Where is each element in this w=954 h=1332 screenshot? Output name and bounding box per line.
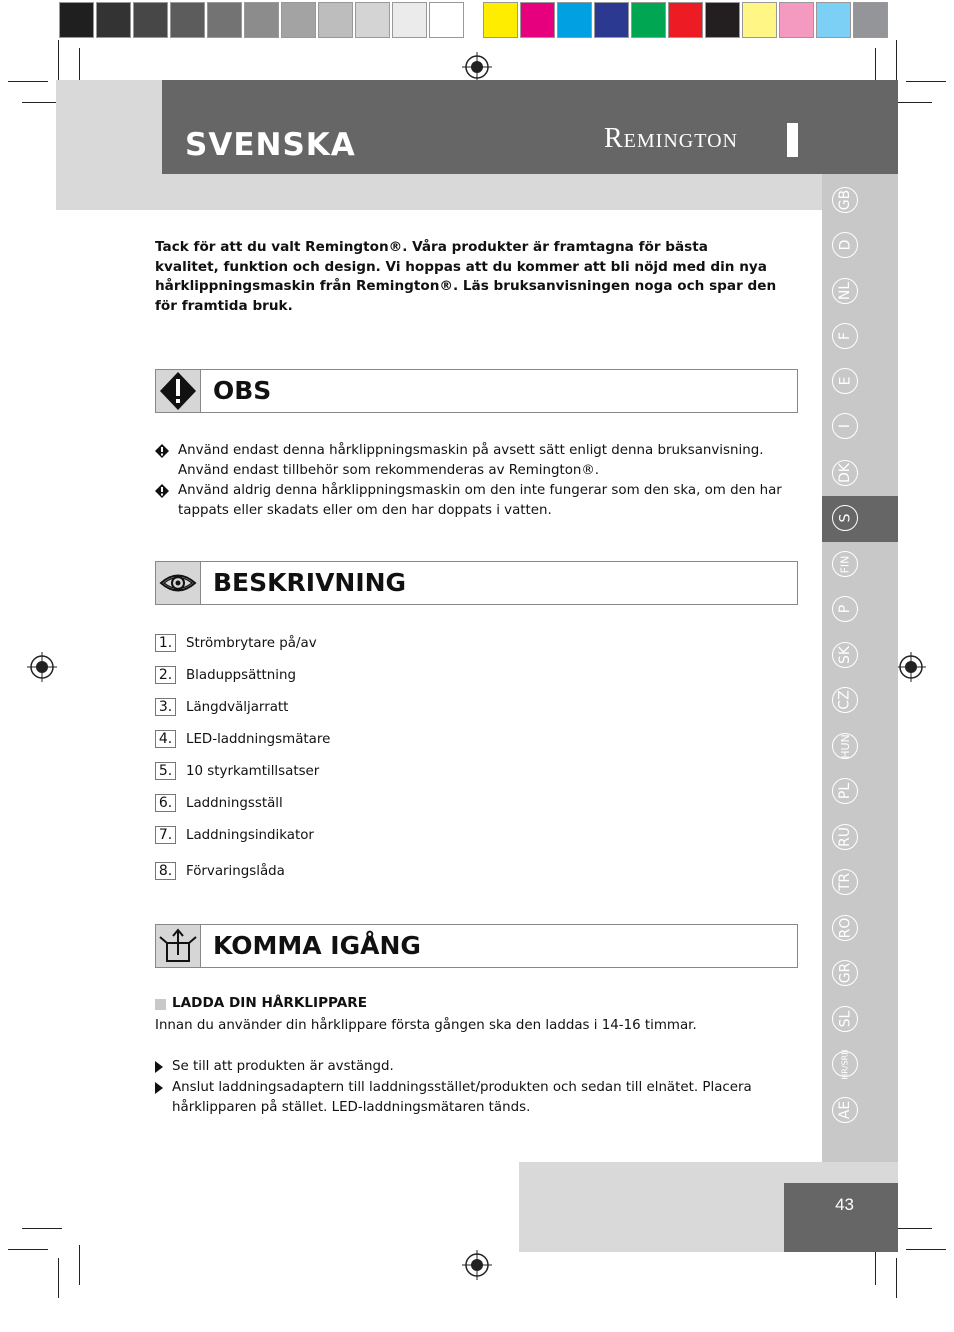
open-box-icon: [156, 925, 201, 967]
language-code: P: [836, 604, 853, 614]
obs-bullet: [155, 441, 795, 481]
language-tab-fin[interactable]: [832, 551, 858, 577]
item-label: Längdväljarratt: [186, 700, 289, 715]
obs-bullets: [155, 441, 795, 521]
language-tab-d[interactable]: [832, 232, 858, 258]
arrow-bullet-icon: [155, 1061, 163, 1073]
registration-mark-right-icon: [896, 652, 926, 682]
language-code: FIN: [838, 555, 852, 573]
language-tab-gb[interactable]: [832, 187, 858, 213]
obs-bullet-line: tappats eller skadats eller om den har doppats i vatten.: [178, 503, 552, 518]
item-label: 10 styrkamtillsatser: [186, 764, 320, 779]
brand-logo-bar: [787, 123, 798, 157]
language-code: RU: [836, 827, 853, 847]
language-tab-p[interactable]: [832, 596, 858, 622]
language-code: RO: [837, 917, 853, 939]
language-tab-hr-srb[interactable]: [832, 1048, 858, 1080]
item-label: Förvaringslåda: [186, 864, 285, 879]
section-getting-started-title: KOMMA IGÅNG: [213, 931, 421, 960]
registration-mark-bottom-icon: [462, 1250, 492, 1280]
language-tab-pl[interactable]: [832, 778, 858, 804]
charge-instructions: Innan du använder din hårklippare första gången ska den laddas i 14-16 timmar.: [155, 1018, 697, 1033]
item-number: 3.: [155, 698, 176, 716]
item-number: 8.: [155, 862, 176, 880]
language-code: DK: [837, 463, 853, 483]
language-tab-tr[interactable]: [832, 869, 858, 895]
section-description: [155, 561, 798, 605]
language-code: AE: [837, 1100, 853, 1120]
item-number: 7.: [155, 826, 176, 844]
language-tab-sk[interactable]: [832, 642, 858, 668]
subheading-charge: LADDA DIN HÅRKLIPPARE: [172, 995, 368, 1011]
language-code: D: [837, 239, 853, 251]
obs-bullet-line: Använd endast denna hårklippningsmaskin på avsett sätt enligt denna bruksanvisning.: [178, 443, 764, 458]
language-tab-sl[interactable]: [832, 1006, 858, 1032]
language-code: F: [837, 331, 853, 341]
obs-bullet-line: Använd endast tillbehör som rekommenderas av Remington®.: [178, 463, 600, 478]
language-tab-s[interactable]: [832, 505, 858, 531]
language-code: NL: [837, 281, 853, 301]
section-getting-started: [155, 924, 798, 968]
section-description-title: BESKRIVNING: [213, 568, 407, 597]
language-code: I: [836, 423, 853, 429]
subheading-marker: [155, 999, 166, 1010]
charge-step: [155, 1078, 795, 1118]
item-number: 2.: [155, 666, 176, 684]
page-number: 43: [835, 1195, 854, 1214]
intro-line: kvalitet, funktion och design. Vi hoppas att du kommer att bli nöjd med din nya: [155, 258, 767, 275]
item-number: 5.: [155, 762, 176, 780]
diamond-bullet-icon: [155, 444, 169, 458]
item-label: Laddningsindikator: [186, 828, 314, 843]
language-tab-dk[interactable]: [832, 460, 858, 486]
language-code: GR: [836, 962, 853, 984]
language-code: HR/SRB: [840, 1048, 850, 1080]
language-tab-nl[interactable]: [832, 278, 858, 304]
page-number-box: [784, 1183, 898, 1252]
obs-bullet: [155, 481, 795, 521]
section-obs-title: OBS: [213, 376, 272, 405]
brand-name: Remington: [604, 123, 738, 154]
language-tab-ru[interactable]: [832, 824, 858, 850]
charge-steps: [155, 1057, 795, 1118]
language-tab-ro[interactable]: [832, 915, 858, 941]
arrow-bullet-icon: [155, 1082, 163, 1094]
obs-bullet-line: Använd aldrig denna hårklippningsmaskin om den inte fungerar som den ska, om den har: [178, 483, 782, 498]
warning-icon: [156, 370, 201, 412]
language-tab-f[interactable]: [832, 323, 858, 349]
charge-step-line: Se till att produkten är avstängd.: [172, 1059, 394, 1074]
language-code: E: [836, 376, 853, 386]
language-tab-i[interactable]: [832, 413, 858, 439]
language-code: HUN: [838, 733, 852, 759]
language-tab-hun[interactable]: [832, 733, 858, 759]
intro-line: för framtida bruk.: [155, 297, 293, 314]
language-code: S: [836, 513, 853, 523]
brand-logo: [604, 123, 738, 155]
item-number: 6.: [155, 794, 176, 812]
section-obs: [155, 369, 798, 413]
charge-step: [155, 1057, 795, 1077]
charge-step-line: hårklipparen på stället. LED-laddningsmätaren tänds.: [172, 1100, 531, 1115]
language-tab-e[interactable]: [832, 368, 858, 394]
item-label: Laddningsställ: [186, 796, 283, 811]
language-code: SL: [837, 1010, 853, 1028]
item-number: 4.: [155, 730, 176, 748]
diamond-bullet-icon: [155, 484, 169, 498]
language-tab-cz[interactable]: [832, 687, 858, 713]
intro-paragraph: [155, 238, 795, 316]
language-tab-gr[interactable]: [832, 960, 858, 986]
charge-step-line: Anslut laddningsadaptern till laddningsstället/produkten och sedan till elnätet. Placera: [172, 1080, 752, 1095]
language-code: GB: [836, 189, 853, 211]
intro-line: Tack för att du valt Remington®. Våra produkter är framtagna för bästa: [155, 239, 708, 255]
item-number: 1.: [155, 634, 176, 652]
page-title: SVENSKA: [185, 127, 356, 163]
item-label: LED-laddningsmätare: [186, 732, 331, 747]
language-code: PL: [837, 782, 853, 800]
language-code: TR: [837, 872, 853, 892]
language-tab-ae[interactable]: [832, 1097, 858, 1123]
registration-mark-left-icon: [27, 652, 57, 682]
language-code: CZ: [837, 690, 853, 710]
registration-mark-top-icon: [462, 52, 492, 82]
intro-line: hårklippningsmaskin från Remington®. Läs bruksanvisningen noga och spar den: [155, 278, 777, 294]
item-label: Bladuppsättning: [186, 668, 296, 683]
language-code: SK: [836, 645, 853, 665]
eye-icon: [156, 562, 201, 604]
item-label: Strömbrytare på/av: [186, 636, 317, 651]
